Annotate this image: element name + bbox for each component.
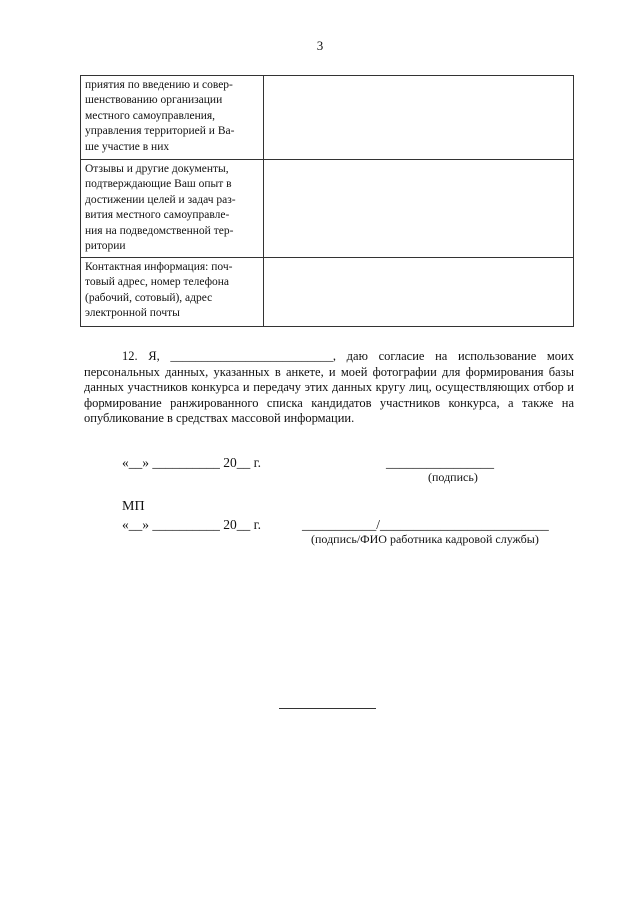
questionnaire-table <box>80 75 574 327</box>
row-label: Отзывы и другие документы, подтверждающие Ваш опыт в достижении целей и задач раз- вития местного самоуправле- ния на подведомственной тер- ритории <box>81 160 264 258</box>
consent-text: 12. Я, __________________________, даю согласие на использование моих персональных данных, указанных в анкете, и моей фотографии для формирования базы данных участников конкурса и передачу этих данных кругу лиц, осуществляющих отбор и формирование ранжированного списка кандидатов участников конкурса, а также на опубликование в средствах массовой информации. <box>84 349 574 425</box>
date-line-1[interactable]: «__» __________ 20__ г. <box>122 455 262 470</box>
signature-line-1[interactable]: ________________ <box>386 455 494 470</box>
stamp-label: МП <box>122 499 145 514</box>
footer-divider <box>279 708 376 709</box>
table-row <box>81 258 574 327</box>
signature-line-2[interactable]: ___________/_________________________ <box>302 517 549 532</box>
answer-cell[interactable] <box>264 258 574 327</box>
table-row <box>81 160 574 258</box>
table-row <box>81 76 574 160</box>
signature-caption-2: (подпись/ФИО работника кадровой службы) <box>311 532 539 546</box>
signature-caption-1: (подпись) <box>428 470 478 484</box>
row-label: приятия по введению и совер- шенствованию организации местного самоуправления, управления территорией и Ва- ше участие в них <box>81 76 264 160</box>
answer-cell[interactable] <box>264 160 574 258</box>
row-label: Контактная информация: поч- товый адрес, номер телефона (рабочий, сотовый), адрес электронной почты <box>81 258 264 327</box>
answer-cell[interactable] <box>264 76 574 160</box>
page-number: 3 <box>316 38 324 53</box>
consent-paragraph <box>84 349 574 427</box>
date-line-2[interactable]: «__» __________ 20__ г. <box>122 517 262 532</box>
